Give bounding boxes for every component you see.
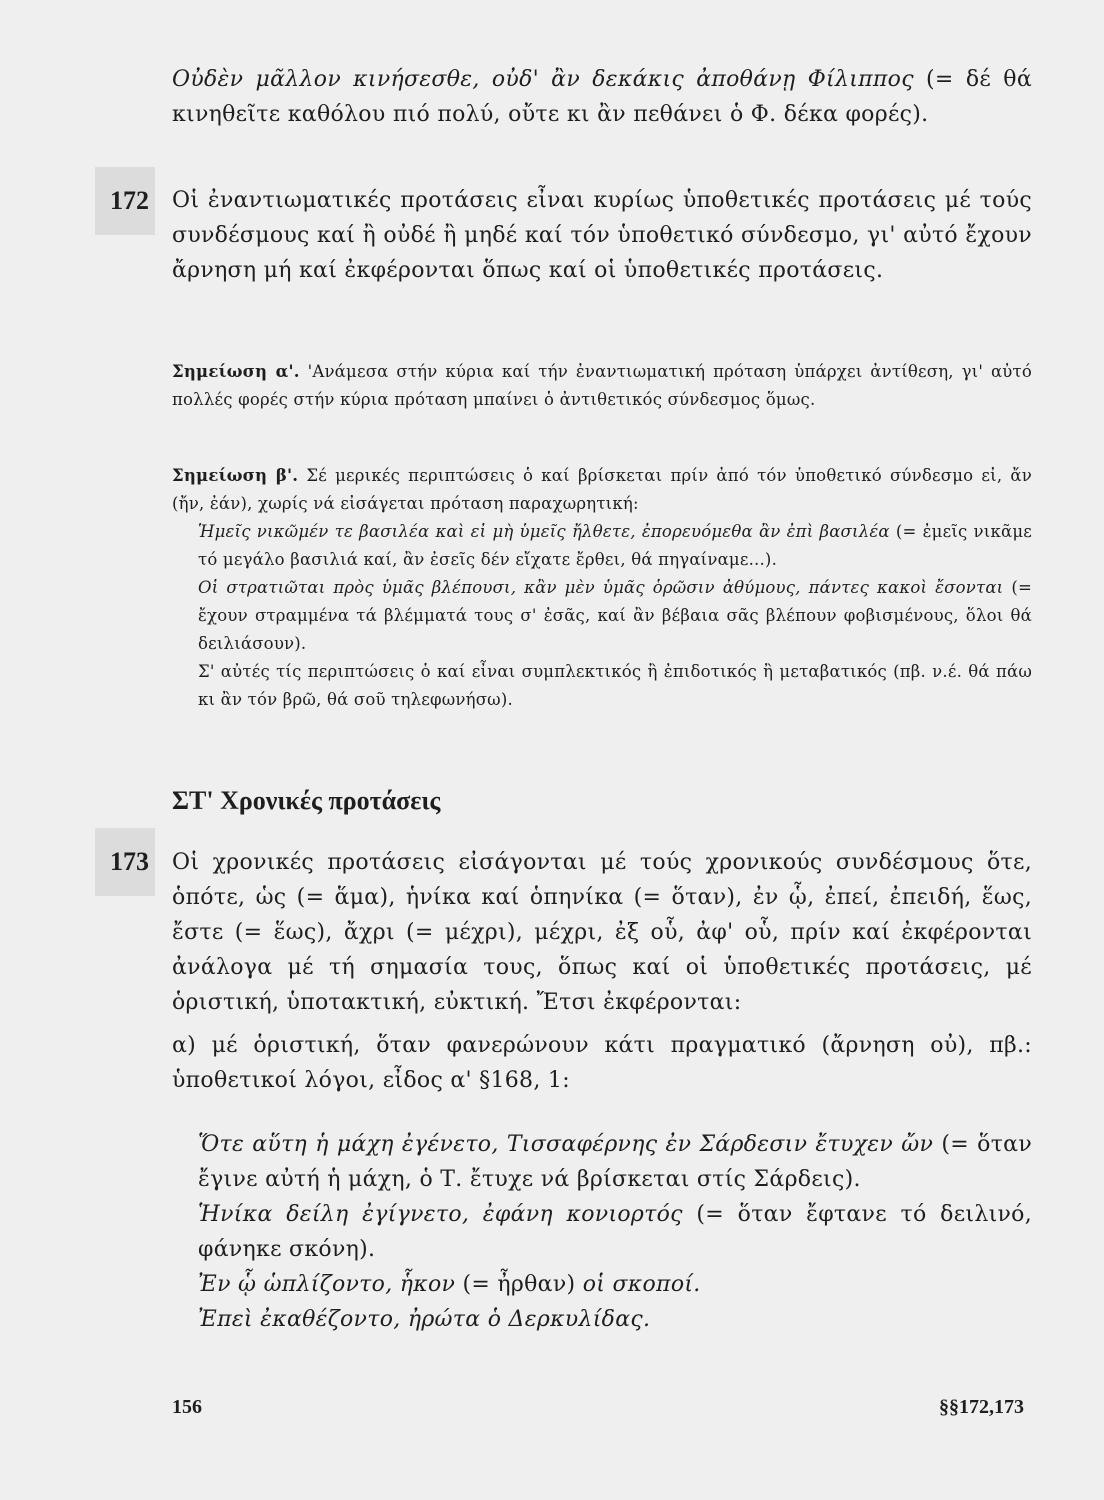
note-a-label: Σημείωση α'. [172, 362, 300, 381]
top-example-quote: Οὐδὲν μᾶλλον κινήσεσθε, οὐδ' ἂν δεκάκις ἀποθάνῃ Φίλιππος [172, 67, 914, 92]
sec173-example-3-quote: Ἐν ᾧ ὡπλίζοντο, ἧκον [198, 1272, 456, 1297]
note-b-example-1-gloss: (= ἐμεῖς νικᾶμε τό μεγάλο βασιλιά καί, ἂν ἐσεῖς δέν εἴχατε ἔρθει, θά πηγαίναμε...). [198, 522, 1032, 569]
sec173-intro: Οἱ χρονικές προτάσεις εἰσάγονται μέ τούς χρονικούς συνδέσμους ὅτε, ὁπότε, ὡς (= ἅμα), ἡνίκα καί ὁπηνίκα (= ὅταν), ἐν ᾧ, ἐπεί, ἐπειδή, ἕως, ἔστε (= ἕως), ἄχρι (= μέχρι), μέχρι, ἐξ οὗ, ἀφ' οὗ, πρίν καί ἐκφέρονται ἀνάλογα μέ τή σημασία τους, ὅπως καί οἱ ὑποθετικές προτάσεις, μέ ὁριστική, ὑποτακτική, εὐκτική. Ἔτσι ἐκφέρονται: [172, 850, 1032, 1015]
sec173-example-1-gloss: (= ὅταν ἔγινε αὐτή ἡ μάχη, ὁ Τ. ἔτυχε νά βρίσκεται στίς Σάρδεις). [198, 1132, 1032, 1192]
note-b-text: Σέ μερικές περιπτώσεις ὁ καί βρίσκεται πρίν ἀπό τόν ὑποθετικό σύνδεσμο εἰ, ἄν (ἤν, ἐάν), χωρίς νά εἰσάγεται πρόταση παραχωρητική: [172, 466, 1032, 513]
sec173-item-a: α) μέ ὁριστική, ὅταν φανερώνουν κάτι πραγματικό (ἄρνηση οὐ), πβ.: ὑποθετικοί λόγοι, εἶδος α' §168, 1: [172, 1033, 1032, 1093]
sec173-example-3-tail: οἱ σκοποί. [582, 1272, 701, 1297]
sec172-note-b [172, 462, 1032, 714]
footer-sections: §§172,173 [939, 1396, 1024, 1418]
sec173-example-2-gloss: (= ὅταν ἔφτανε τό δειλινό, φάνηκε σκόνη). [198, 1202, 1033, 1262]
sec173-example-4: Ἐπεὶ ἐκαθέζοντο, ἠρώτα ὁ Δερκυλίδας. [198, 1307, 651, 1332]
sec172-body: Οἱ ἐναντιωματικές προτάσεις εἶναι κυρίως ὑποθετικές προτάσεις μέ τούς συνδέσμους καί ἢ οὐδέ ἢ μηδέ καί τόν ὑποθετικό σύνδεσμο, γι' αὐτό ἔχουν ἄρνηση μή καί ἐκφέρονται ὅπως καί οἱ ὑποθετικές προτάσεις. [172, 188, 1032, 283]
note-b-example-2-quote: Οἱ στρατιῶται πρὸς ὑμᾶς βλέπουσι, κἂν μὲν ὑμᾶς ὁρῶσιν ἀθύμους, πάντες κακοὶ ἔσονται [198, 578, 1004, 597]
top-example [172, 62, 1032, 132]
note-b-closing: Σ' αὐτές τίς περιπτώσεις ὁ καί εἶναι συμπλεκτικός ἢ ἐπιδοτικός ἢ μεταβατικός (πβ. ν.έ. θά πάω κι ἂν τόν βρῶ, θά σοῦ τηλεφωνήσω). [198, 662, 1032, 709]
section-heading: ΣΤ' Χρονικές προτάσεις [172, 786, 441, 815]
note-a-text: 'Ανάμεσα στήν κύρια καί τήν ἐναντιωματική πρόταση ὑπάρχει ἀντίθεση, γι' αὐτό πολλές φορές στήν κύρια πρόταση μπαίνει ὁ ἀντιθετικός σύνδεσμος ὅμως. [172, 362, 1032, 409]
sec173-examples [198, 1127, 1032, 1337]
sec173-example-3-gloss: (= ἦρθαν) [462, 1272, 576, 1297]
sec173-example-1-quote: Ὅτε αὕτη ἡ μάχη ἐγένετο, Τισσαφέρνης ἐν Σάρδεσιν ἔτυχεν ὤν [198, 1132, 934, 1157]
sec172-note-a [172, 358, 1032, 414]
note-b-label: Σημείωση β'. [172, 466, 299, 485]
note-b-example-2-gloss: (= ἔχουν στραμμένα τά βλέμματά τους σ' ἐσᾶς, καί ἂν βέβαια σᾶς βλέπουν φοβισμένους, ὅλοι θά δειλιάσουν). [198, 578, 1032, 653]
top-example-gloss: (= δέ θά κινηθεῖτε καθόλου πιό πολύ, οὔτε κι ἂν πεθάνει ὁ Φ. δέκα φορές). [172, 67, 1032, 127]
page-number: 156 [172, 1396, 202, 1418]
sec173-body [172, 845, 1032, 1098]
sec173-example-2-quote: Ἡνίκα δείλη ἐγίγνετο, ἐφάνη κονιορτός [198, 1202, 683, 1227]
section-marker-173: 173 [95, 828, 155, 896]
section-marker-172: 172 [95, 167, 155, 235]
note-b-example-1-quote: Ἡμεῖς νικῶμέν τε βασιλέα καὶ εἰ μὴ ὑμεῖς ἤλθετε, ἐπορευόμεθα ἂν ἐπὶ βασιλέα [198, 522, 890, 541]
